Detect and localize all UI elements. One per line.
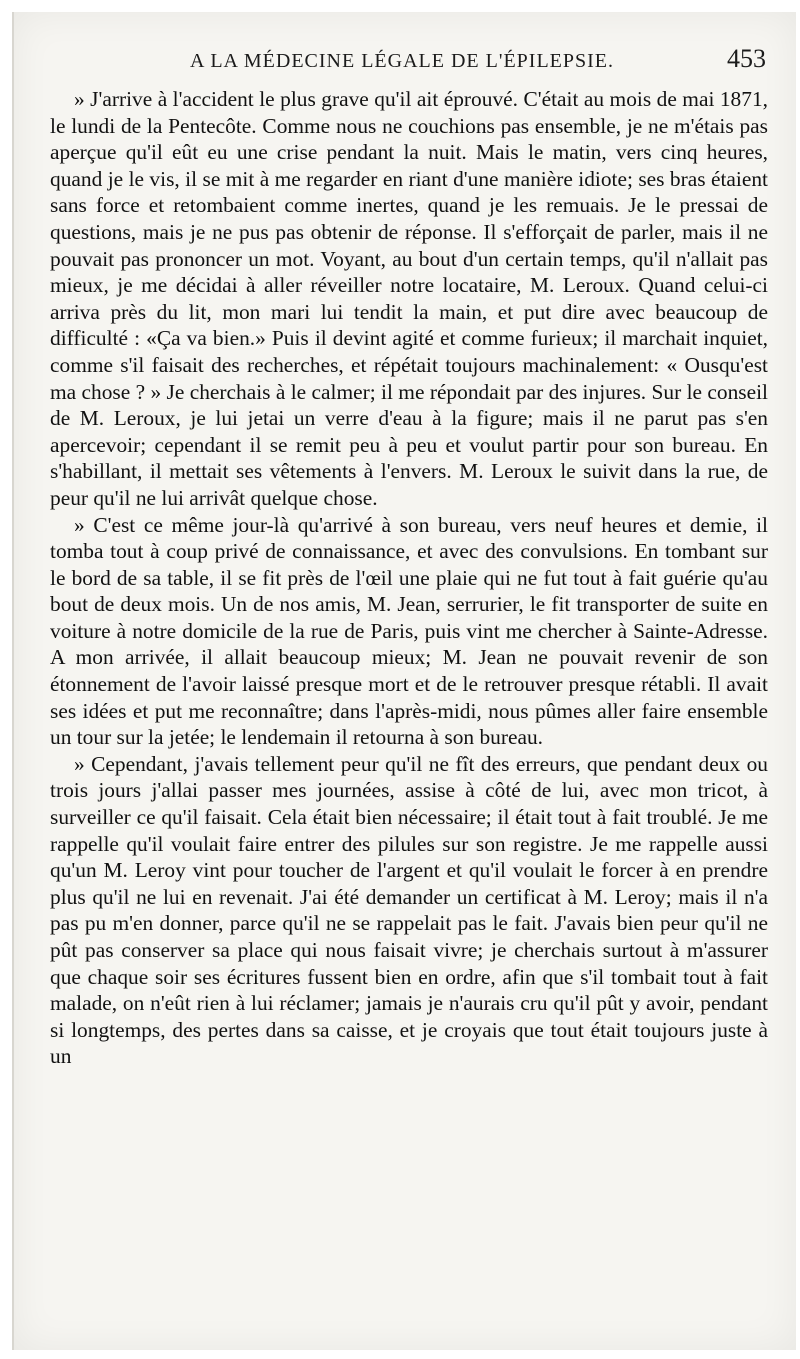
body-text	[50, 86, 768, 1346]
paragraph-2: » C'est ce même jour-là qu'arrivé à son bureau, vers neuf heures et demie, il tomba tout à coup privé de connaissance, et avec des convulsions. En tombant sur le bord de sa table, il se fit près de l'œil une plaie qui ne fut tout à fait guérie qu'au bout de deux mois. Un de nos amis, M. Jean, serrurier, le fit transporter de suite en voiture à notre domicile de la rue de Paris, puis vint me chercher à Sainte-Adresse. A mon arrivée, il allait beaucoup mieux; M. Jean ne pouvait revenir de son étonnement de l'avoir laissé presque mort et de le retrouver presque rétabli. Il avait ses idées et put me reconnaître; dans l'après-midi, nous pûmes aller faire ensemble un tour sur la jetée; le lendemain il retourna à son bureau.	[50, 512, 768, 750]
page-header	[50, 42, 776, 82]
book-page	[12, 12, 796, 1350]
page-number: 453	[727, 44, 766, 73]
running-head: A LA MÉDECINE LÉGALE DE L'ÉPILEPSIE.	[190, 50, 615, 72]
paragraph-3: » Cependant, j'avais tellement peur qu'il ne fît des erreurs, que pendant deux ou trois jours j'allai passer mes journées, assise à côté de lui, avec mon tricot, à surveiller ce qu'il faisait. Cela était bien nécessaire; il était tout à fait troublé. Je me rappelle qu'il voulait faire entrer des pilules sur son registre. Je me rappelle aussi qu'un M. Leroy vint pour toucher de l'argent et qu'il voulait le forcer à en prendre plus qu'il ne lui en revenait. J'ai été demander un certificat à M. Leroy; mais il n'a pas pu m'en donner, parce qu'il ne se rappelait pas le fait. J'avais bien peur qu'il ne pût pas conserver sa place qui nous faisait vivre; je cherchais surtout à m'assurer que chaque soir ses écritures fussent bien en ordre, afin que s'il tombait tout à fait malade, on n'eût rien à lui réclamer; jamais je n'aurais cru qu'il pût y avoir, pendant si longtemps, des pertes dans sa caisse, et je croyais que tout était toujours juste à un	[50, 751, 768, 1069]
paragraph-1: » J'arrive à l'accident le plus grave qu'il ait éprouvé. C'était au mois de mai 1871, le lundi de la Pentecôte. Comme nous ne couchions pas ensemble, je ne m'étais pas aperçue qu'il eût eu une crise pendant la nuit. Mais le matin, vers cinq heures, quand je le vis, il se mit à me regarder en riant d'une manière idiote; ses bras étaient sans force et retombaient comme inertes, quand je les remuais. Je le pressai de questions, mais je ne pus pas obtenir de réponse. Il s'efforçait de parler, mais il ne pouvait pas prononcer un mot. Voyant, au bout d'un certain temps, qu'il n'allait pas mieux, je me décidai à aller réveiller notre locataire, M. Leroux. Quand celui-ci arriva près du lit, mon mari lui tendit la main, et put dire avec beaucoup de difficulté : «Ça va bien.» Puis il devint agité et comme furieux; il marchait inquiet, comme s'il faisait des recherches, et répétait toujours machinalement: « Ousqu'est ma chose ? » Je cherchais à le calmer; il me répondait par des injures. Sur le conseil de M. Leroux, je lui jetai un verre d'eau à la figure; mais il ne parut pas s'en apercevoir; cependant il se remit peu à peu et voulut partir pour son bureau. En s'habillant, il mettait ses vêtements à l'envers. M. Leroux le suivit dans la rue, de peur qu'il ne lui arrivât quelque chose.	[50, 87, 768, 510]
